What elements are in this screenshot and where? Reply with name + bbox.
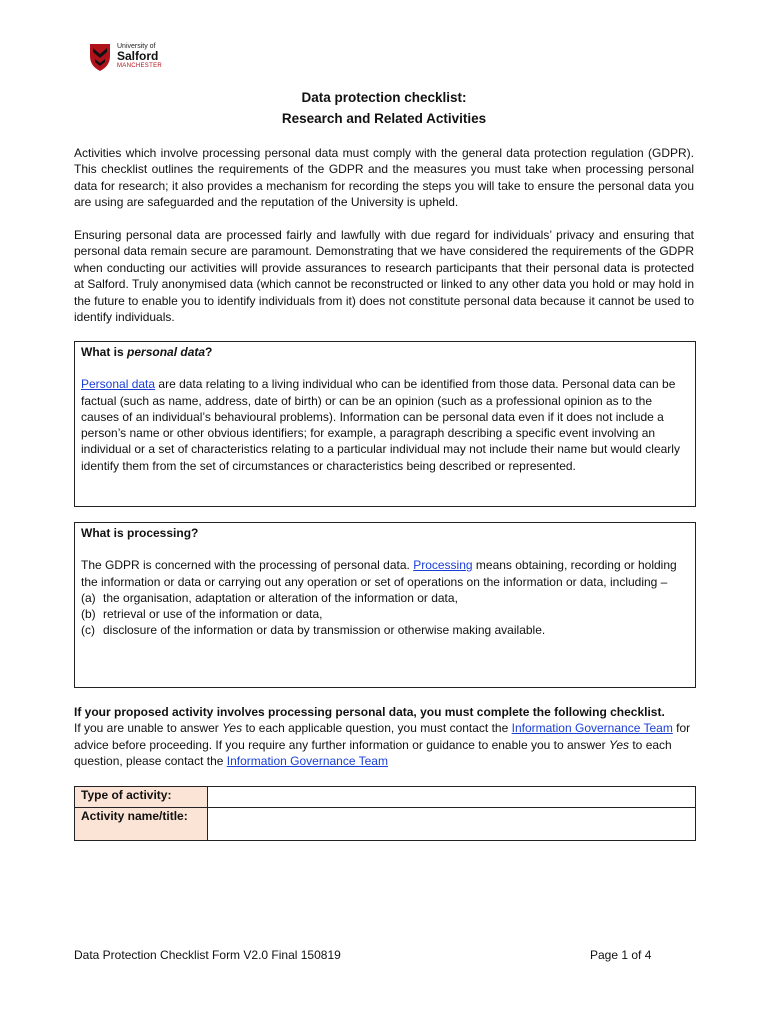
instr-t2: to each applicable question, you must contact the — [242, 721, 512, 736]
instr-yes1: Yes — [222, 721, 243, 736]
personal-data-box — [74, 341, 696, 507]
list-item — [81, 622, 689, 638]
footer-form-id: Data Protection Checklist Form V2.0 Final 150819 — [74, 948, 341, 962]
personal-data-text: are data relating to a living individual who can be identified from those data. Personal data can be factual (such as name, address, date of birth) or can be an opinion (such as a professional opinion as to the causes of an individual’s behavioural problems). Information can be personal data even if it does not include a person’s name or other obvious identifiers; for example, a paragraph describing a specific event involving an individual or a set of characteristics relating to a particular individual may not include their name but would clearly identify them from the set of circumstances or characteristics being described or represented. — [81, 377, 680, 473]
processing-suffix: means obtaining, recording or holding the information or data or carrying out any operation or set of operations on the information or data, including – — [81, 558, 677, 589]
processing-heading — [81, 525, 689, 541]
processing-heading-text: What is processing? — [81, 526, 199, 540]
logo-wordmark — [117, 43, 162, 69]
list-item — [81, 590, 689, 606]
personal-data-heading — [81, 344, 689, 360]
processing-link[interactable]: Processing — [413, 558, 473, 573]
processing-prefix: The GDPR is concerned with the processing of personal data. — [81, 558, 414, 573]
list-item — [81, 606, 689, 622]
heading-suffix: ? — [205, 345, 213, 359]
heading-prefix: What is — [81, 345, 128, 359]
title-line2: Research and Related Activities — [281, 111, 487, 126]
crest-icon — [88, 42, 112, 72]
list-text: disclosure of the information or data by transmission or otherwise making available. — [103, 623, 546, 638]
instr-t3: for advice before proceeding. If you require any further information or guidance to enable you to answer — [74, 721, 691, 752]
footer-page-number: Page 1 of 4 — [590, 948, 652, 962]
info-governance-link-1[interactable]: Information Governance Team — [511, 721, 673, 736]
intro-paragraph-1: Activities which involve processing personal data must comply with the general data protection regulation (GDPR). This checklist outlines the requirements of the GDPR and the measures you must take when processing personal data for research; it also provides a mechanism for recording the steps you will take to ensure the personal data you are using are safeguarded and the reputation of the University is upheld. — [74, 146, 694, 210]
processing-body — [81, 557, 689, 590]
personal-data-body — [81, 376, 689, 474]
instructions-bold: If your proposed activity involves processing personal data, you must complete the following checklist. — [74, 705, 665, 719]
type-of-activity-label: Type of activity: — [75, 787, 208, 808]
activity-name-field[interactable] — [208, 808, 696, 841]
table-row — [75, 787, 696, 808]
instr-t4: to each question, please contact the — [74, 737, 672, 769]
list-marker: (b) — [81, 607, 96, 622]
title-line1: Data protection checklist: — [301, 90, 467, 105]
instructions — [74, 704, 694, 770]
type-of-activity-field[interactable] — [208, 787, 696, 808]
logo-line3: MANCHESTER — [117, 62, 163, 69]
list-marker: (c) — [81, 623, 95, 638]
list-marker: (a) — [81, 590, 96, 605]
logo-line1: University of — [117, 43, 156, 50]
heading-em: personal data — [127, 345, 206, 359]
intro-paragraph-2: Ensuring personal data are processed fairly and lawfully with due regard for individuals’ privacy and ensuring that personal data remain secure are paramount. Demonstrating that we have considered the requirements of the GDPR when conducting our activities will provide assurances to research participants that their personal data is protected at Salford. Truly anonymised data (which cannot be reconstructed or linked to any other data you hold or may hold in the future to enable you to identify individuals from it) does not constitute personal data because it cannot be used to identify individuals. — [74, 228, 694, 325]
processing-box — [74, 522, 696, 688]
activity-name-label: Activity name/title: — [75, 808, 208, 841]
info-governance-link-2[interactable]: Information Governance Team — [226, 754, 388, 769]
list-text: retrieval or use of the information or data, — [103, 607, 323, 622]
list-text: the organisation, adaptation or alteration of the information or data, — [103, 590, 458, 605]
activity-table — [74, 786, 696, 841]
table-row — [75, 808, 696, 841]
instr-t1: If you are unable to answer — [74, 721, 223, 736]
instr-yes2: Yes — [609, 737, 630, 752]
logo-line2: Salford — [117, 49, 159, 64]
personal-data-link[interactable]: Personal data — [81, 377, 156, 392]
